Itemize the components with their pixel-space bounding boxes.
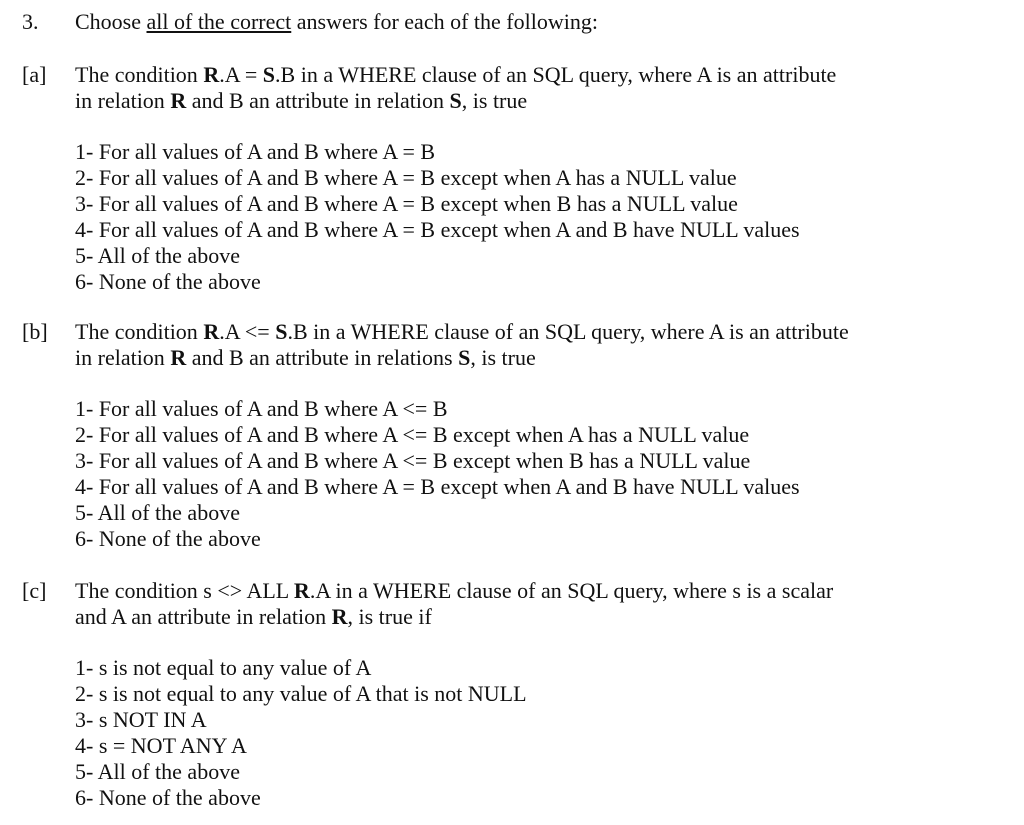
part-c-options: [75, 655, 1005, 811]
option-item: 4- For all values of A and B where A = B except when A and B have NULL values: [75, 217, 800, 242]
option-item: 5- All of the above: [75, 500, 240, 525]
option-item: 6- None of the above: [75, 785, 261, 810]
option-item: 5- All of the above: [75, 759, 240, 784]
option-item: 1- For all values of A and B where A = B: [75, 139, 436, 164]
option-item: 4- s = NOT ANY A: [75, 733, 247, 758]
part-a-stem-line-1: The condition R.A = S.B in a WHERE clause of an SQL query, where A is an attribute: [75, 62, 837, 87]
option-item: 6- None of the above: [75, 269, 261, 294]
option-item: 3- For all values of A and B where A <= B except when B has a NULL value: [75, 448, 751, 473]
option-item: 6- None of the above: [75, 526, 261, 551]
part-b: [75, 319, 1005, 552]
option-item: 4- For all values of A and B where A = B except when A and B have NULL values: [75, 474, 800, 499]
option-item: 5- All of the above: [75, 243, 240, 268]
part-b-stem-line-1: The condition R.A <= S.B in a WHERE clause of an SQL query, where A is an attribute: [75, 319, 849, 344]
option-item: 2- s is not equal to any value of A that is not NULL: [75, 681, 527, 706]
option-item: 3- s NOT IN A: [75, 707, 207, 732]
part-a: [75, 62, 1005, 295]
option-item: 2- For all values of A and B where A <= B except when A has a NULL value: [75, 422, 750, 447]
option-item: 2- For all values of A and B where A = B except when A has a NULL value: [75, 165, 737, 190]
option-item: 1- For all values of A and B where A <= B: [75, 396, 448, 421]
part-c-stem-line-2: and A an attribute in relation R, is true if: [75, 604, 432, 629]
option-item: 3- For all values of A and B where A = B except when B has a NULL value: [75, 191, 738, 216]
question-instruction: Choose all of the correct answers for each of the following:: [75, 9, 598, 34]
part-a-stem-line-2: in relation R and B an attribute in relation S, is true: [75, 88, 528, 113]
part-label-a: [a]: [22, 62, 47, 87]
question-number: 3.: [22, 9, 39, 34]
instruction-emphasis: all of the correct: [146, 9, 292, 34]
part-a-options: [75, 139, 1005, 295]
part-c-stem-line-1: The condition s <> ALL R.A in a WHERE clause of an SQL query, where s is a scalar: [75, 578, 834, 603]
part-label-c: [c]: [22, 578, 47, 603]
part-b-stem-line-2: in relation R and B an attribute in relations S, is true: [75, 345, 536, 370]
part-label-b: [b]: [22, 319, 48, 344]
part-c: [75, 578, 1005, 811]
option-item: 1- s is not equal to any value of A: [75, 655, 372, 680]
part-b-options: [75, 396, 1005, 552]
